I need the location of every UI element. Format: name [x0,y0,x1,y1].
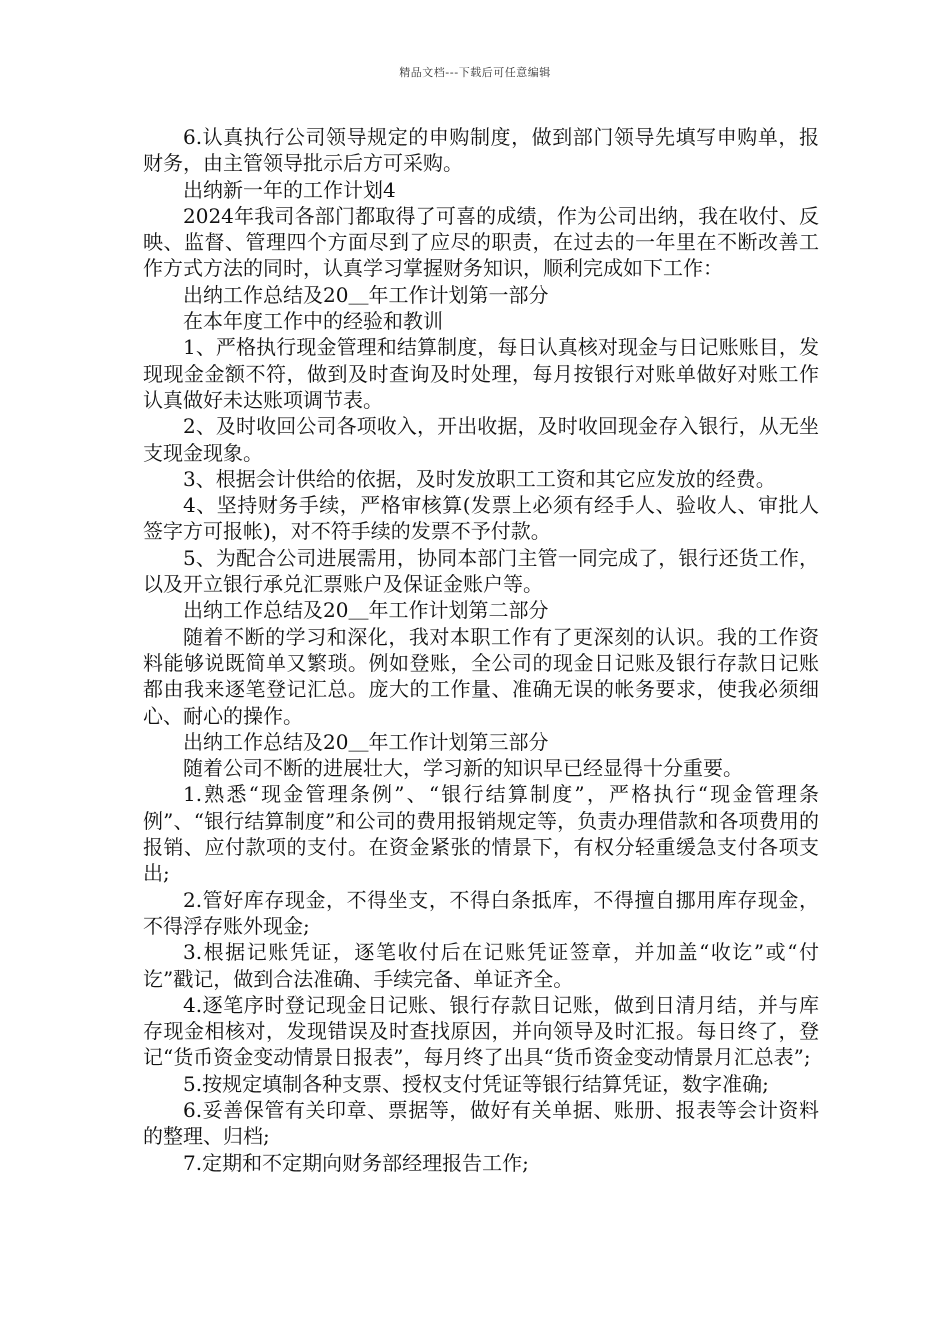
paragraph: 随着公司不断的进展壮大，学习新的知识早已经显得十分重要。 [183,756,743,781]
section-heading: 出纳工作总结及20＿年工作计划第三部分 [183,729,549,754]
section-subheading: 在本年度工作中的经验和教训 [183,309,443,334]
paragraph: 6.认真执行公司领导规定的申购制度，做到部门领导先填写申购单，报财务，由主管领导批示后方可采购。 [143,125,819,176]
list-item: 5、为配合公司进展需用，协同本部门主管一同完成了，银行还货工作，以及开立银行承兑汇票账户及保证金账户等。 [143,545,819,597]
list-item: 2、及时收回公司各项收入，开出收据，及时收回现金存入银行，从无坐支现金现象。 [143,414,819,465]
list-item: 7.定期和不定期向财务部经理报告工作; [183,1150,529,1175]
list-item: 4.逐笔序时登记现金日记账、银行存款日记账，做到日清月结，并与库存现金相核对，发现错误及时查找原因，并向领导及时汇报。每日终了，登记“货币资金变动情景日报表”，每月终了出具“货币资金变动情景月汇总表”; [143,992,819,1070]
list-item: 4、坚持财务手续，严格审核算(发票上必须有经手人、验收人、审批人签字方可报帐)，对不符手续的发票不予付款。 [143,493,819,544]
list-item: 5.按规定填制各种支票、授权支付凭证等银行结算凭证，数字准确; [183,1071,769,1096]
list-item: 6.妥善保管有关印章、票据等，做好有关单据、账册、报表等会计资料的整理、归档; [143,1097,819,1149]
section-heading: 出纳工作总结及20＿年工作计划第一部分 [183,282,549,307]
list-item: 1、严格执行现金管理和结算制度，每日认真核对现金与日记账账目，发现现金金额不符，做到及时查询及时处理，每月按银行对账单做好对账工作认真做好未达账项调节表。 [143,335,819,412]
paragraph: 随着不断的学习和深化，我对本职工作有了更深刻的认识。我的工作资料能够说既简单又繁琐。例如登账，全公司的现金日记账及银行存款日记账都由我来逐笔登记汇总。庞大的工作量、准确无误的帐务要求，使我必须细心、耐心的操作。 [143,624,819,728]
list-item: 2.管好库存现金，不得坐支，不得白条抵库，不得擅自挪用库存现金，不得浮存账外现金; [143,887,819,938]
document-body [143,124,819,1176]
list-item: 3.根据记账凭证，逐笔收付后在记账凭证签章，并加盖“收讫”或“付讫”戳记，做到合法准确、手续完备、单证齐全。 [143,940,819,991]
page-header: 精品文档---下载后可任意编辑 [399,66,551,79]
section-heading: 出纳工作总结及20＿年工作计划第二部分 [183,598,549,623]
section-heading: 出纳新一年的工作计划4 [183,177,396,202]
list-item: 1.熟悉“现金管理条例”、“银行结算制度”，严格执行“现金管理条例”、“银行结算制度”和公司的费用报销规定等，负责办理借款和各项费用的报销、应付款项的支付。在资金紧张的情景下，有权分轻重缓急支付各项支出; [143,782,819,886]
list-item: 3、根据会计供给的依据，及时发放职工工资和其它应发放的经费。 [183,466,776,491]
paragraph: 2024年我司各部门都取得了可喜的成绩，作为公司出纳，我在收付、反映、监督、管理四个方面尽到了应尽的职责，在过去的一年里在不断改善工作方式方法的同时，认真学习掌握财务知识，顺利完成如下工作： [143,203,819,281]
